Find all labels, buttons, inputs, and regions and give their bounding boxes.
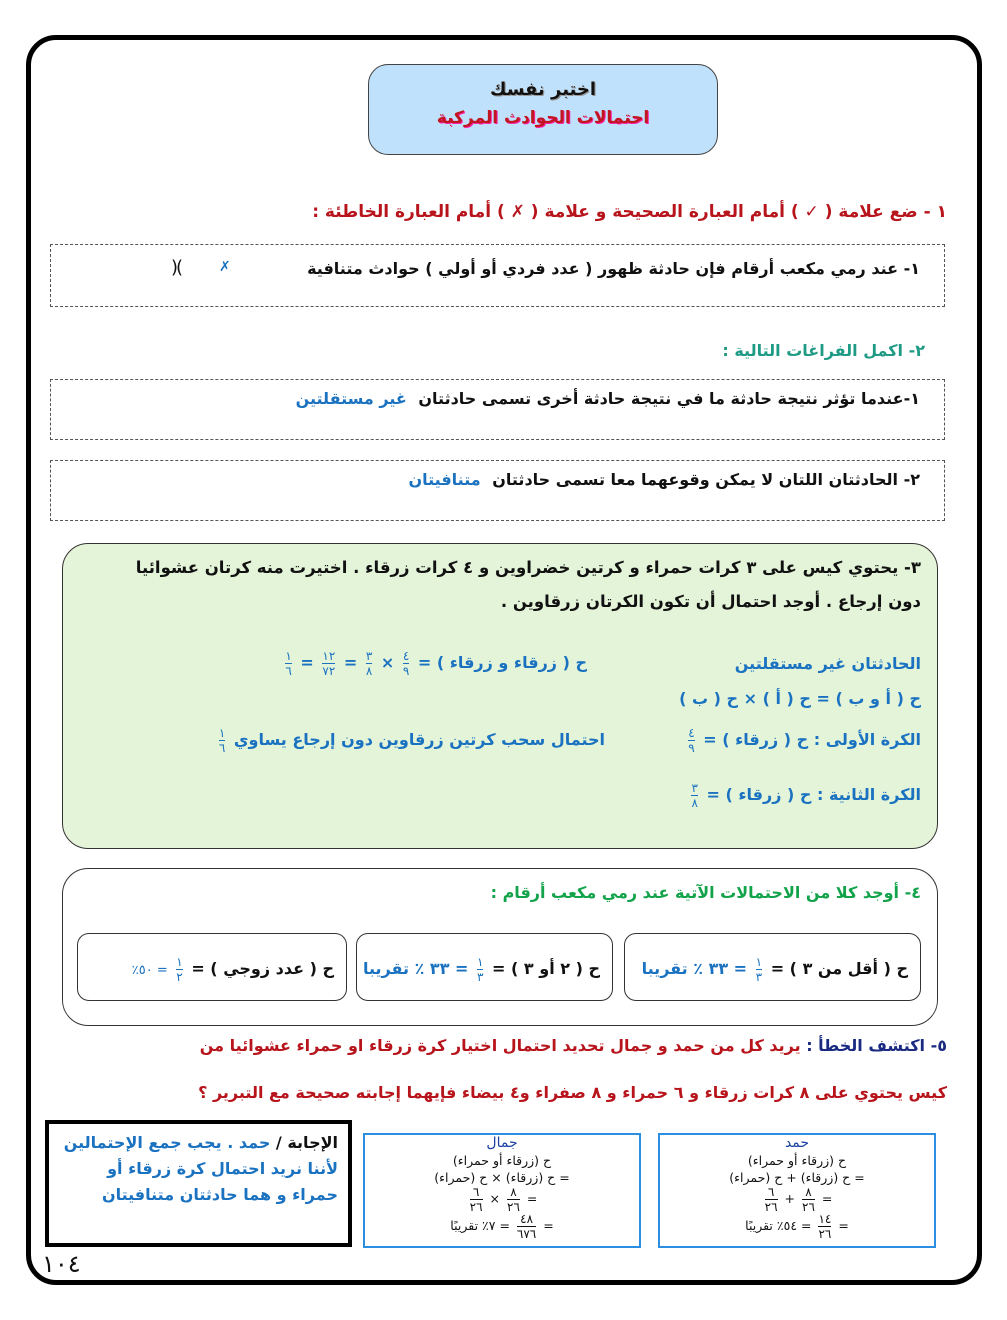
- fraction: $\frac{١}{٣}$: [755, 955, 763, 984]
- fraction: $\frac{٤}{٩}$: [688, 726, 695, 755]
- fraction: $\frac{٣}{٨}$: [691, 781, 698, 810]
- section2-item-text: ١-عندما تؤثر نتيجة حادثة ما في نتيجة حادثة أخرى تسمى حادثتان: [418, 389, 920, 408]
- section2-item-line: [296, 389, 920, 408]
- fraction: $\frac{١}{٦}$: [285, 649, 292, 678]
- fraction: $\frac{٨}{٢٦}$: [507, 1185, 520, 1214]
- page-subtitle: احتمالات الحوادث المركبة: [436, 108, 650, 128]
- probability-cell: [356, 933, 613, 1001]
- second-ball-line: [688, 782, 921, 809]
- calc-label: ح ( زرقاء و زرقاء ) =: [417, 653, 587, 672]
- probability-cell: [624, 933, 921, 1001]
- probability-cell: [77, 933, 347, 1001]
- problem-3-line1: ٣- يحتوي كيس على ٣ كرات حمراء و كرتين خضراوين و ٤ كرات زرقاء . اختيرت منه كرتان عشوائيا: [135, 558, 921, 577]
- hamad-line: = ح (زرقاء) + ح (حمراء): [729, 1170, 865, 1185]
- first-ball-label: الكرة الأولى : ح ( زرقاء ) =: [703, 730, 921, 749]
- section2-item-answer: غير مستقلتين: [295, 389, 407, 408]
- section2-item-box: [50, 460, 945, 521]
- section2-item-text: ٢- الحادثتان اللتان لا يمكن وقوعهما معا تسمى حادثتان: [492, 470, 920, 489]
- page-title: اختبر نفسك: [489, 79, 597, 100]
- second-ball-label: الكرة الثانية : ح ( زرقاء ) =: [706, 785, 921, 804]
- answer-label: الإجابة /: [270, 1133, 338, 1152]
- cell-label: ح ( عدد زوجي ) =: [191, 959, 334, 978]
- section5-line1: [200, 1036, 947, 1055]
- cell-content: [642, 956, 908, 983]
- section5-text-1: يريد كل من حمد و جمال تحديد احتمال اختيار كرة زرقاء او حمراء عشوائيا من: [199, 1036, 801, 1055]
- operator: =: [343, 653, 358, 672]
- cross-mark-icon: ✗: [219, 259, 231, 275]
- cell-result: = ٣٣ ٪ تقريبا: [362, 959, 469, 978]
- section5-text-2: كيس يحتوي على ٨ كرات زرقاء و ٦ حمراء و ٨ صفراء و٤ بيضاء فإيهما إجابته صحيحة مع التبرير ؟: [198, 1083, 947, 1102]
- answer-bracket-close: ): [176, 257, 184, 278]
- jamal-work-box: [363, 1133, 641, 1248]
- hamad-work-box: [658, 1133, 936, 1248]
- cell-label: ح ( ٢ أو ٣ ) =: [492, 959, 600, 978]
- jamal-name: جمال: [486, 1135, 518, 1151]
- fraction: $\frac{٤٨}{٦٧٦}$: [516, 1212, 537, 1241]
- fraction: $\frac{١}{٣}$: [477, 955, 484, 984]
- operator: =: [300, 653, 314, 672]
- calculation-line: [282, 650, 587, 677]
- problem-3-box: [62, 543, 938, 849]
- section2-item-line: [408, 470, 920, 489]
- section1-item-text: ١- عند رمي مكعب أرقام فإن حادثة ظهور ( عدد فردي أو أولي ) حوادث متنافية: [307, 259, 920, 278]
- fraction: $\frac{١٢}{٧٢}$: [322, 649, 336, 678]
- problem-3-line2: دون إرجاع . أوجد احتمال أن تكون الكرتان زرقاوين .: [500, 592, 921, 611]
- title-box: [368, 64, 718, 155]
- page-number: ١٠٤: [42, 1250, 81, 1278]
- fraction: $\frac{٨}{٢٦}$: [802, 1185, 815, 1214]
- jamal-line: = ح (زرقاء) × ح (حمراء): [434, 1170, 570, 1185]
- section5-label: ٥- اكتشف الخطأ :: [806, 1036, 947, 1055]
- fraction: $\frac{٣}{٨}$: [365, 649, 373, 678]
- jamal-result-line: = $\frac{٤٨}{٦٧٦}$ = ٧٪ تقريبًا: [450, 1212, 554, 1241]
- fraction: $\frac{١}{٦}$: [218, 726, 226, 755]
- operator: ×: [380, 653, 395, 672]
- section1-item-box: [50, 244, 945, 307]
- answer-text: حمد . يجب جمع الإحتمالين لأننا نريد احتمال كرة زرقاء أو حمراء و هما حادثتان متنافيتان: [63, 1133, 338, 1204]
- section4-heading: ٤- أوجد كلا من الاحتمالات الآتية عند رمي مكعب أرقام :: [490, 883, 921, 902]
- section2-item-answer: متنافيتان: [408, 470, 481, 489]
- answer-box: [45, 1120, 352, 1247]
- fraction: $\frac{١}{٢}$: [176, 955, 183, 984]
- fraction: $\frac{٦}{٢٦}$: [764, 1185, 778, 1214]
- events-type: الحادثتان غير مستقلتين: [734, 654, 921, 673]
- first-ball-line: [685, 727, 921, 754]
- hamad-line: ح (زرقاء أو حمراء): [747, 1153, 847, 1168]
- jamal-line: ح (زرقاء أو حمراء): [452, 1153, 552, 1168]
- cell-result: = ٣٣ ٪ تقريبا: [641, 959, 748, 978]
- fraction: $\frac{١٤}{٢٦}$: [818, 1212, 832, 1241]
- hamad-frac-line: = $\frac{٨}{٢٦}$ + $\frac{٦}{٢٦}$: [764, 1185, 833, 1214]
- cell-content: [363, 956, 600, 983]
- hamad-name: حمد: [784, 1135, 810, 1151]
- cell-label: ح ( أقل من ٣ ) =: [770, 959, 908, 978]
- conclusion-text: احتمال سحب كرتين زرقاوين دون إرجاع يساوي: [233, 730, 605, 749]
- conclusion-line: [216, 727, 605, 754]
- cell-content: [132, 956, 334, 983]
- hamad-result-line: = $\frac{١٤}{٢٦}$ = ٥٤٪ تقريبًا: [745, 1212, 849, 1241]
- section2-heading: ٢- اكمل الفراغات التالية :: [722, 341, 925, 360]
- fraction: $\frac{٦}{٢٦}$: [469, 1185, 483, 1214]
- fraction: $\frac{٤}{٩}$: [402, 649, 410, 678]
- section1-heading: ١ - ضع علامة ( ✓ ) أمام العبارة الصحيحة و علامة ( ✗ ) أمام العبارة الخاطئة :: [312, 202, 947, 222]
- jamal-frac-line: = $\frac{٨}{٢٦}$ × $\frac{٦}{٢٦}$: [469, 1185, 538, 1214]
- answer-bracket-open: (: [171, 257, 179, 278]
- independence-formula: ح ( أ و ب ) = ح ( أ ) × ح ( ب ): [679, 689, 921, 708]
- section2-item-box: [50, 379, 945, 440]
- cell-result: = ٥٠٪: [131, 963, 168, 978]
